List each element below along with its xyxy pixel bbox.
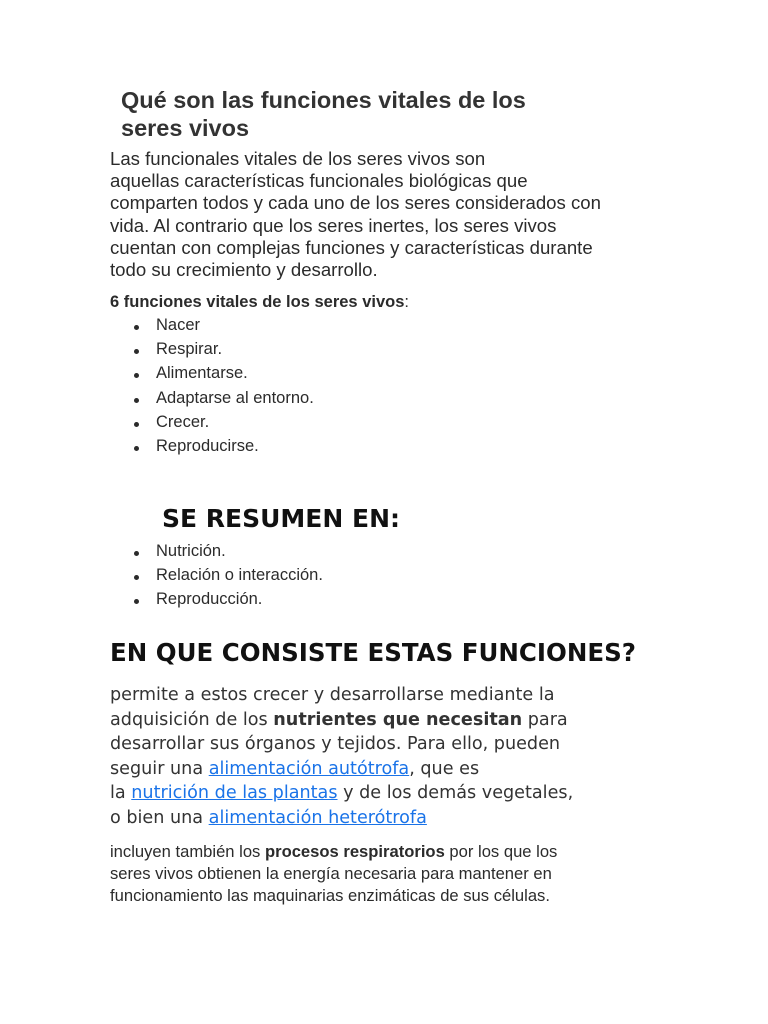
consist-heading: EN QUE CONSISTE ESTAS FUNCIONES? bbox=[110, 638, 636, 667]
respiration-paragraph bbox=[110, 841, 650, 908]
list-item: Respirar. bbox=[0, 339, 314, 363]
nutrition-text: la bbox=[110, 783, 132, 804]
autotrophic-link[interactable]: alimentación autótrofa bbox=[208, 758, 410, 779]
page-title-line2: seres vivos bbox=[121, 115, 250, 141]
nutrition-text: o bien una bbox=[110, 807, 209, 828]
nutrients-bold: nutrientes que necesitan bbox=[273, 709, 523, 730]
page-title-line1: Qué son las funciones vitales de los bbox=[121, 87, 526, 113]
intro-line: todo su crecimiento y desarrollo. bbox=[110, 259, 378, 281]
nutrition-text: y de los demás vegetales, bbox=[337, 783, 574, 804]
respiration-text: funcionamiento las maquinarias enzimáticas de sus células. bbox=[110, 886, 550, 906]
list-item: Nutrición. bbox=[0, 541, 323, 565]
nutrition-paragraph bbox=[110, 683, 670, 831]
intro-line: cuentan con complejas funciones y características durante bbox=[110, 236, 593, 258]
respiration-bold: procesos respiratorios bbox=[264, 842, 445, 861]
list-item: Reproducirse. bbox=[0, 436, 314, 460]
plant-nutrition-link[interactable]: nutrición de las plantas bbox=[131, 783, 338, 804]
respiration-text: por los que los bbox=[444, 842, 558, 861]
intro-paragraph bbox=[110, 148, 670, 281]
nutrition-text: seguir una bbox=[110, 758, 209, 779]
nutrition-text: desarrollar sus órganos y tejidos. Para ello, pueden bbox=[110, 734, 561, 755]
functions-list bbox=[0, 315, 314, 460]
functions-heading-bold: 6 funciones vitales de los seres vivos bbox=[110, 293, 405, 311]
nutrition-text: permite a estos crecer y desarrollarse mediante la bbox=[110, 685, 555, 705]
nutrition-text: adquisición de los bbox=[110, 709, 274, 730]
list-item: Nacer bbox=[0, 315, 314, 339]
list-item: Crecer. bbox=[0, 412, 314, 436]
nutrition-text: , que es bbox=[409, 758, 480, 779]
list-item: Relación o interacción. bbox=[0, 565, 323, 589]
functions-heading bbox=[110, 292, 409, 312]
respiration-text: seres vivos obtienen la energía necesaria para mantener en bbox=[110, 864, 552, 884]
summary-list bbox=[0, 541, 323, 613]
page-title bbox=[121, 86, 641, 142]
summary-heading: SE RESUMEN EN: bbox=[162, 504, 401, 533]
list-item: Alimentarse. bbox=[0, 363, 314, 387]
intro-line: aquellas características funcionales biológicas que bbox=[110, 170, 528, 192]
intro-line: Las funcionales vitales de los seres vivos son bbox=[110, 148, 486, 169]
list-item: Reproducción. bbox=[0, 589, 323, 613]
nutrition-text: para bbox=[522, 709, 568, 730]
respiration-text: incluyen también los bbox=[110, 842, 265, 861]
intro-line: vida. Al contrario que los seres inertes, los seres vivos bbox=[110, 214, 557, 236]
heterotrophic-link[interactable]: alimentación heterótrofa bbox=[208, 807, 427, 828]
intro-line: comparten todos y cada uno de los seres considerados con bbox=[110, 192, 601, 214]
functions-heading-colon: : bbox=[404, 293, 409, 311]
list-item: Adaptarse al entorno. bbox=[0, 388, 314, 412]
